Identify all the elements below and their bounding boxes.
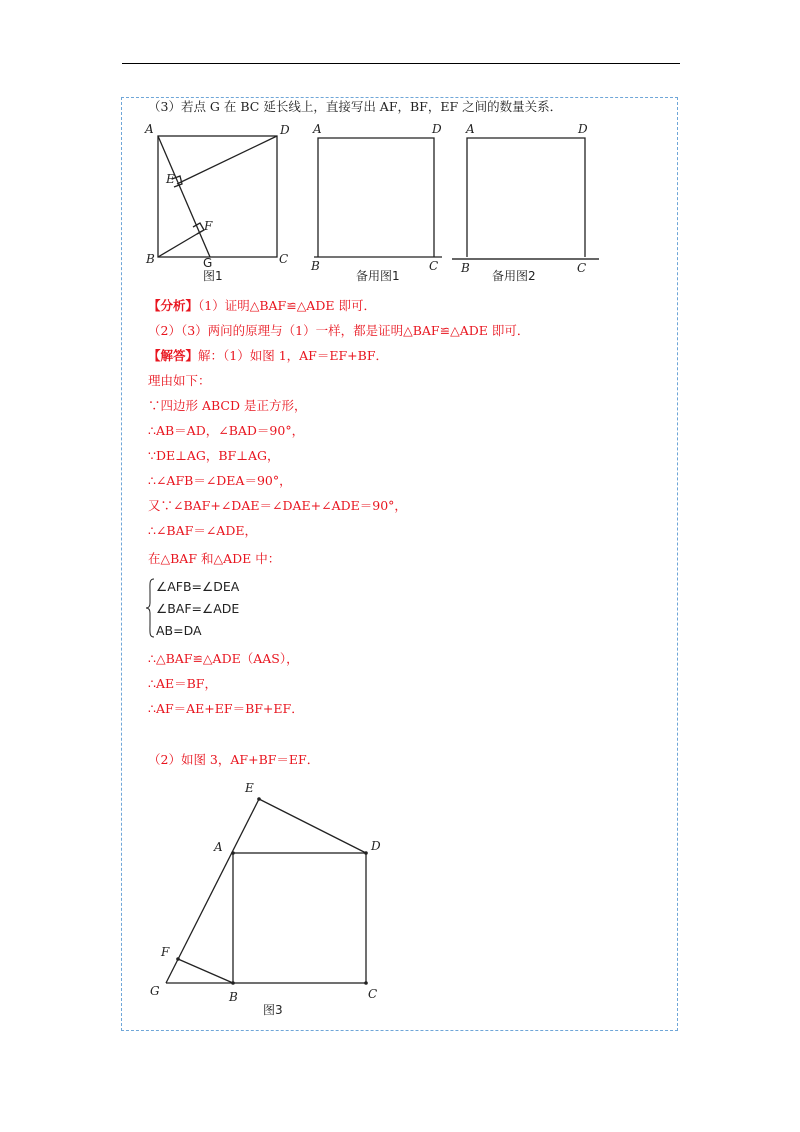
spare1-label-c: C xyxy=(429,259,439,273)
spare2-square xyxy=(467,138,585,257)
spare2-label-c: C xyxy=(577,261,587,275)
solution-intro-red: AF＝EF+BF． xyxy=(299,348,388,363)
fig3-label-b: B xyxy=(229,990,238,1004)
fig3-point-c xyxy=(364,981,368,985)
part2-intro: （2）如图 3， xyxy=(148,752,231,767)
solution-step: ∵DE⊥AG，BF⊥AG， xyxy=(148,448,280,463)
spare1-label-d: D xyxy=(432,122,442,136)
solution-conclusion: ∴△BAF≌△ADE（AAS）， xyxy=(148,651,299,666)
system-eq-2: ∠BAF=∠ADE xyxy=(156,601,240,616)
fig3-label-a: A xyxy=(214,840,223,854)
spare2-label-b: B xyxy=(461,261,470,275)
solution-intro xyxy=(148,347,388,365)
system-eq-3: AB=DA xyxy=(156,623,202,638)
solution-step: 在△BAF 和△ADE 中： xyxy=(148,551,281,566)
part2-line xyxy=(148,751,319,769)
solution-step: 又∵∠BAF+∠DAE＝∠DAE+∠ADE＝90°， xyxy=(148,498,407,513)
spare2-label-a: A xyxy=(466,122,475,136)
spare1-label-a: A xyxy=(313,122,322,136)
analysis-tag: 【分析】 xyxy=(148,298,199,313)
fig3-label-d: D xyxy=(371,839,381,853)
fig3-line-fb xyxy=(178,959,233,983)
fig3-label-f: F xyxy=(161,945,170,959)
fig1-label-f: F xyxy=(204,219,213,233)
fig1-label-a: A xyxy=(145,122,154,136)
part2-result: AF+BF＝EF． xyxy=(230,752,320,767)
analysis-line-1 xyxy=(148,297,376,315)
spare1-label-b: B xyxy=(311,259,320,273)
solution-conclusion: ∴AF＝AE+EF＝BF+EF． xyxy=(148,701,304,716)
fig1-label-e: E xyxy=(166,172,175,186)
fig3-point-e xyxy=(257,797,261,801)
solution-tag: 【解答】 xyxy=(148,348,199,363)
solution-reason: 理由如下： xyxy=(148,373,211,388)
system-brace xyxy=(146,578,156,638)
fig1-label-c: C xyxy=(279,252,289,266)
fig1-square xyxy=(158,136,277,257)
fig3-point-d xyxy=(364,851,368,855)
system-eq-1: ∠AFB=∠DEA xyxy=(156,579,240,594)
fig3-point-a xyxy=(231,851,235,855)
spare2-label-d: D xyxy=(578,122,588,136)
fig3-point-f xyxy=(176,957,180,961)
fig1-label-d: D xyxy=(280,123,290,137)
solution-step: ∴∠BAF＝∠ADE， xyxy=(148,523,257,538)
fig1-label-b: B xyxy=(146,252,155,266)
fig3-line-ge xyxy=(166,799,259,983)
fig1-label-g: G xyxy=(203,256,213,270)
fig1-caption: 图1 xyxy=(203,269,223,283)
fig3-caption: 图3 xyxy=(263,1003,283,1017)
fig3-label-e: E xyxy=(245,781,254,795)
fig3-label-g: G xyxy=(150,984,160,998)
analysis-text-1: （1）证明△BAF≌△ADE 即可． xyxy=(198,298,376,313)
spare1-square xyxy=(318,138,434,257)
fig3-label-c: C xyxy=(368,987,378,1001)
solution-conclusion: ∴AE＝BF， xyxy=(148,676,217,691)
analysis-line-2: （2）（3）两问的原理与（1）一样，都是证明△BAF≌△ADE 即可． xyxy=(148,323,530,338)
spare1-caption: 备用图1 xyxy=(356,269,400,283)
fig3-point-b xyxy=(231,981,235,985)
spare2-caption: 备用图2 xyxy=(492,269,536,283)
solution-step: ∵四边形 ABCD 是正方形， xyxy=(148,398,307,413)
fig3-line-ed xyxy=(259,799,366,853)
fig1-line-ag xyxy=(158,136,210,257)
fig1-line-bf xyxy=(158,231,202,257)
solution-step: ∴AB＝AD，∠BAD＝90°， xyxy=(148,423,305,438)
solution-step: ∴∠AFB＝∠DEA＝90°， xyxy=(148,473,292,488)
question-text: （3）若点 G 在 BC 延长线上，直接写出 AF，BF，EF 之间的数量关系． xyxy=(148,99,563,114)
fig3-square xyxy=(233,853,366,983)
solution-intro-black: 解：（1）如图 1， xyxy=(198,348,300,363)
fig1-line-de xyxy=(177,136,277,184)
